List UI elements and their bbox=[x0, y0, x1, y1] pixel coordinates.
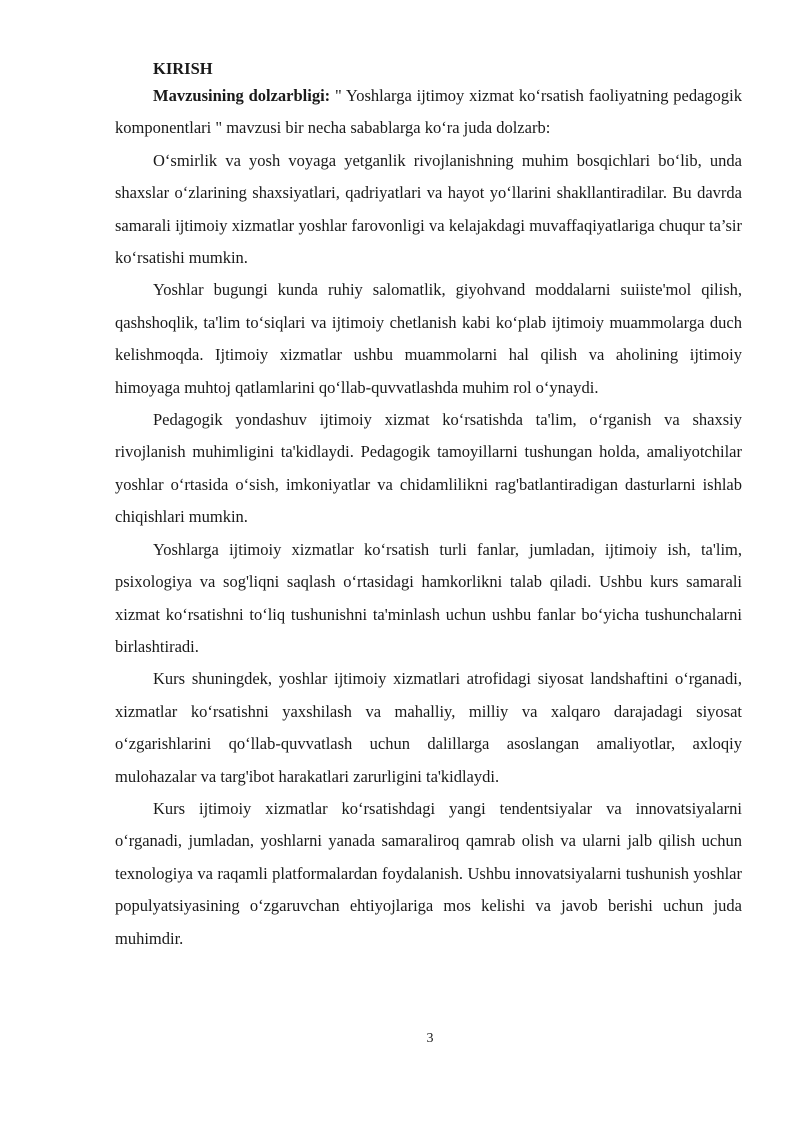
page-title: KIRISH bbox=[153, 59, 213, 78]
paragraph-text: " Yoshlarga ijtimoy xizmat ko‘rsatish faoliyatning pedagogik komponentlari " mavzusi bir necha sabablarga ko‘ra juda dolzarb: bbox=[115, 86, 742, 138]
paragraph-lead: Mavzusining dolzarbligi: bbox=[153, 86, 331, 105]
paragraph-youth-problems: Yoshlar bugungi kunda ruhiy salomatlik, giyohvand moddalarni suiiste'mol qilish, qashshoqlik, ta'lim to‘siqlari va ijtimoiy chetlanish kabi ko‘plab ijtimoiy muammolarga duch kelishmoqda. Ijtimoiy xizmatlar ushbu muammolarni hal qilish va aholining ijtimoiy himoyaga muhtoj qatlamlarini qo‘llab-quvvatlashda muhim rol o‘ynaydi. bbox=[115, 280, 742, 397]
page-number: 3 bbox=[426, 1031, 434, 1046]
page-content bbox=[115, 58, 742, 955]
paragraph-innovations: Kurs ijtimoiy xizmatlar ko‘rsatishdagi yangi tendentsiyalar va innovatsiyalarni o‘rganadi, jumladan, yoshlarni yanada samaraliroq qamrab olish va ularni jalb qilish uchun texnologiya va raqamli platformalardan foydalanish. Ushbu innovatsiyalarni tushunish yoshlar populyatsiyasining o‘zgaruvchan ehtiyojlariga mos kelishi va javob berishi uchun juda muhimdir. bbox=[115, 798, 742, 948]
paragraph-adolescence: O‘smirlik va yosh voyaga yetganlik rivojlanishning muhim bosqichlari bo‘lib, unda shaxslar o‘zlarining shaxsiyatlari, qadriyatlari va hayot yo‘llarini shakllantiradilar. Bu davrda samarali ijtimoiy xizmatlar yoshlar farovonligi va kelajakdagi muvaffaqiyatlariga chuqur ta’sir ko‘rsatishi mumkin. bbox=[115, 150, 742, 268]
paragraph-interdisciplinary: Yoshlarga ijtimoiy xizmatlar ko‘rsatish turli fanlar, jumladan, ijtimoiy ish, ta'lim, psixologiya va sog'liqni saqlash o‘rtasidagi hamkorlikni talab qiladi. Ushbu kurs samarali xizmat ko‘rsatishni to‘liq tushunishni ta'minlash uchun ushbu fanlar bo‘yicha tushunchalarni birlashtiradi. bbox=[115, 539, 742, 656]
paragraph-policy: Kurs shuningdek, yoshlar ijtimoiy xizmatlari atrofidagi siyosat landshaftini o‘rganadi, xizmatlar ko‘rsatishni yaxshilash va mahalliy, milliy va xalqaro darajadagi siyosat o‘zgarishlarini qo‘llab-quvvatlash uchun dalillarga asoslangan amaliyotlar, axloqiy mulohazalar va targ'ibot harakatlari zarurligini ta'kidlaydi. bbox=[115, 669, 742, 786]
paragraph-relevance bbox=[115, 80, 742, 145]
paragraph-pedagogical-approach: Pedagogik yondashuv ijtimoiy xizmat ko‘rsatishda ta'lim, o‘rganish va shaxsiy rivojlanish muhimligini ta'kidlaydi. Pedagogik tamoyillarni tushungan holda, amaliyotchilar yoshlar o‘rtasida o‘sish, imkoniyatlar va chidamlilikni rag'batlantiradigan dasturlarni ishlab chiqishlari mumkin. bbox=[115, 410, 742, 527]
